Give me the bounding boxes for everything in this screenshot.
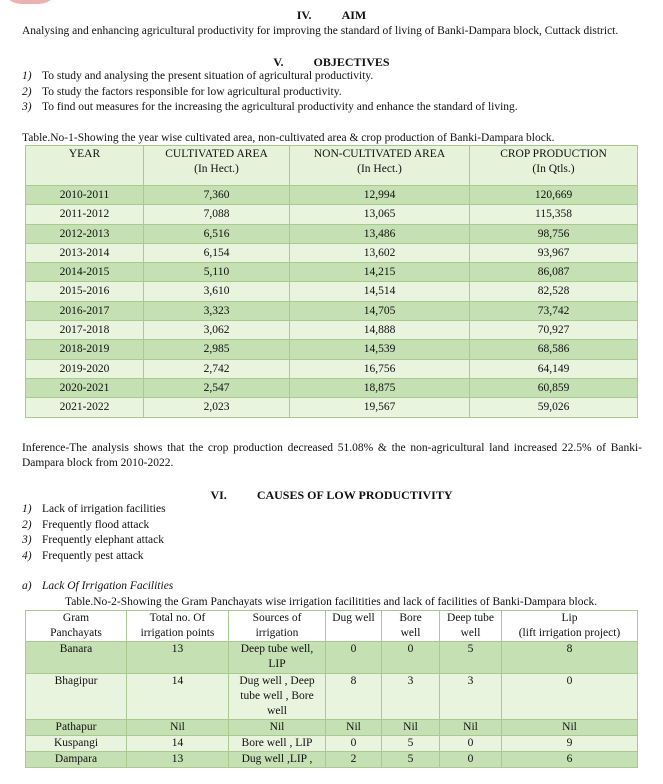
- table-row: [26, 186, 638, 205]
- table-cell: 2014-2015: [26, 263, 144, 282]
- causes-title: CAUSES OF LOW PRODUCTIVITY: [256, 488, 453, 502]
- table1-header: YEAR: [26, 146, 144, 186]
- table2-header: Deep tube well: [440, 611, 502, 642]
- table-cell: 0: [382, 642, 440, 674]
- table-cell: 2016-2017: [26, 301, 144, 320]
- table-cell: 93,967: [470, 243, 638, 262]
- table-row: [26, 205, 638, 224]
- table-row: [26, 282, 638, 301]
- table-cell: Bore well , LIP: [229, 736, 326, 752]
- table-cell: 5: [382, 736, 440, 752]
- table-cell: 18,875: [290, 378, 470, 397]
- table2-header: Gram Panchayats: [26, 611, 127, 642]
- table2-caption: Table.No-2-Showing the Gram Panchayats wise irrigation facilitities and lack of facilities of Banki-Dampara block.: [65, 596, 598, 608]
- table-cell: 7,088: [144, 205, 290, 224]
- table-cell: 13: [127, 752, 229, 768]
- table-cell: 13,602: [290, 243, 470, 262]
- table2: [25, 610, 638, 768]
- table-cell: 12,994: [290, 186, 470, 205]
- causes-heading: [0, 488, 663, 503]
- table2-header: Dug well: [326, 611, 382, 642]
- table-cell: 19,567: [290, 398, 470, 417]
- table2-header: Total no. Of irrigation points: [127, 611, 229, 642]
- list-marker: 3): [22, 101, 32, 113]
- list-item: [22, 549, 652, 565]
- table-cell: 2020-2021: [26, 378, 144, 397]
- table-cell: 98,756: [470, 224, 638, 243]
- table-cell: 2012-2013: [26, 224, 144, 243]
- table-cell: 2011-2012: [26, 205, 144, 224]
- table-cell: 6,516: [144, 224, 290, 243]
- table-cell: Deep tube well, LIP: [229, 642, 326, 674]
- table-cell: 16,756: [290, 359, 470, 378]
- causes-number: VI.: [210, 488, 227, 502]
- table-cell: 64,149: [470, 359, 638, 378]
- list-item: [22, 502, 652, 518]
- table-cell: 68,586: [470, 340, 638, 359]
- objectives-title: OBJECTIVES: [313, 55, 390, 69]
- table-cell: 3: [440, 674, 502, 720]
- table-cell: Kuspangi: [26, 736, 127, 752]
- table-cell: 6,154: [144, 243, 290, 262]
- table2-header: Sources of irrigation: [229, 611, 326, 642]
- table-cell: 0: [440, 736, 502, 752]
- causes-list: [22, 502, 652, 564]
- table-row: [26, 378, 638, 397]
- table-row: [26, 752, 638, 768]
- table-cell: 3,062: [144, 321, 290, 340]
- table-cell: 115,358: [470, 205, 638, 224]
- table1-header: NON-CULTIVATED AREA (In Hect.): [290, 146, 470, 186]
- table-row: [26, 359, 638, 378]
- list-marker: 1): [22, 70, 32, 82]
- logo-fragment: [0, 0, 60, 4]
- table-cell: Nil: [382, 720, 440, 736]
- table-row: [26, 736, 638, 752]
- list-item: [22, 85, 652, 101]
- table-cell: 2,985: [144, 340, 290, 359]
- table-cell: 3,610: [144, 282, 290, 301]
- table-row: [26, 720, 638, 736]
- table-cell: 2015-2016: [26, 282, 144, 301]
- table-cell: Bhagipur: [26, 674, 127, 720]
- table-cell: 14,215: [290, 263, 470, 282]
- table1-header: CROP PRODUCTION (In Qtls.): [470, 146, 638, 186]
- table-cell: 13,065: [290, 205, 470, 224]
- table-cell: 0: [326, 642, 382, 674]
- table-cell: 14: [127, 674, 229, 720]
- list-item-text: To study the factors responsible for low agricultural productivity.: [42, 85, 342, 98]
- table-cell: 0: [502, 674, 638, 720]
- aim-number: IV.: [296, 8, 312, 22]
- table-cell: 2018-2019: [26, 340, 144, 359]
- table-cell: 5,110: [144, 263, 290, 282]
- table-cell: 13,486: [290, 224, 470, 243]
- table1-header-row: [26, 146, 638, 186]
- table2-header: Lip (lift irrigation project): [502, 611, 638, 642]
- table-cell: 86,087: [470, 263, 638, 282]
- table-row: [26, 642, 638, 674]
- table-cell: 2,023: [144, 398, 290, 417]
- list-marker: 2): [22, 518, 32, 531]
- list-item: [22, 69, 652, 85]
- objectives-number: V.: [273, 55, 284, 69]
- list-marker: 3): [22, 534, 32, 546]
- list-item-text: Frequently flood attack: [42, 518, 150, 531]
- table-cell: 2017-2018: [26, 321, 144, 340]
- list-item: [22, 100, 652, 116]
- table-cell: 3: [382, 674, 440, 720]
- table-cell: Dug well ,LIP ,: [229, 752, 326, 768]
- table-cell: 14,888: [290, 321, 470, 340]
- table-cell: 5: [382, 752, 440, 768]
- table-cell: 59,026: [470, 398, 638, 417]
- table-row: [26, 340, 638, 359]
- table-cell: 2021-2022: [26, 398, 144, 417]
- list-item-text: To study and analysing the present situation of agricultural productivity.: [42, 70, 374, 82]
- table-cell: 14,539: [290, 340, 470, 359]
- table-cell: 14,514: [290, 282, 470, 301]
- aim-text: Analysing and enhancing agricultural productivity for improving the standard of living of Banki-Dampara block, Cuttack district.: [22, 25, 619, 37]
- table-cell: 120,669: [470, 186, 638, 205]
- list-item: [22, 533, 652, 549]
- list-item-text: To find out measures for the increasing the agricultural productivity and enhance the standard of living.: [42, 101, 518, 113]
- table-cell: 0: [440, 752, 502, 768]
- list-marker: 4): [22, 549, 32, 562]
- table-row: [26, 321, 638, 340]
- inference-text: Inference-The analysis shows that the crop production decreased 51.08% & the non-agricultural land increased 22.5% of Banki-Dampara block from 2010-2022.: [22, 442, 642, 469]
- table-cell: 70,927: [470, 321, 638, 340]
- table-cell: 9: [502, 736, 638, 752]
- table-cell: 8: [326, 674, 382, 720]
- table-cell: Dug well , Deep tube well , Bore well: [229, 674, 326, 720]
- list-marker: 1): [22, 503, 32, 515]
- table-cell: Pathapur: [26, 720, 127, 736]
- table-cell: 60,859: [470, 378, 638, 397]
- table-cell: 2019-2020: [26, 359, 144, 378]
- table-cell: 82,528: [470, 282, 638, 301]
- table-row: [26, 224, 638, 243]
- table2-header: Bore well: [382, 611, 440, 642]
- table-cell: 6: [502, 752, 638, 768]
- objectives-heading: [0, 55, 663, 70]
- table-cell: 2,547: [144, 378, 290, 397]
- table-cell: Dampara: [26, 752, 127, 768]
- aim-heading: [0, 8, 663, 23]
- table1: [25, 145, 638, 418]
- list-item-text: Frequently pest attack: [42, 549, 144, 562]
- table-cell: 2010-2011: [26, 186, 144, 205]
- table-cell: 14: [127, 736, 229, 752]
- table-cell: Nil: [440, 720, 502, 736]
- table-row: [26, 243, 638, 262]
- table-cell: 5: [440, 642, 502, 674]
- table2-header-row: [26, 611, 638, 642]
- table-cell: 14,705: [290, 301, 470, 320]
- table-cell: 7,360: [144, 186, 290, 205]
- table-cell: 0: [326, 736, 382, 752]
- table1-caption: Table.No-1-Showing the year wise cultivated area, non-cultivated area & crop production of Banki-Dampara block.: [22, 132, 555, 144]
- table-cell: 73,742: [470, 301, 638, 320]
- objectives-list: [22, 69, 652, 116]
- table-cell: Nil: [326, 720, 382, 736]
- table-row: [26, 674, 638, 720]
- table-cell: 2,742: [144, 359, 290, 378]
- table-row: [26, 301, 638, 320]
- aim-title: AIM: [341, 8, 367, 22]
- list-item-text: Lack of irrigation facilities: [42, 503, 166, 515]
- list-marker: 2): [22, 85, 32, 98]
- table-cell: Nil: [502, 720, 638, 736]
- table-cell: 3,323: [144, 301, 290, 320]
- table-cell: 8: [502, 642, 638, 674]
- table-row: [26, 398, 638, 417]
- table-cell: Banara: [26, 642, 127, 674]
- table-cell: 2: [326, 752, 382, 768]
- list-item-text: Frequently elephant attack: [42, 534, 164, 546]
- table-cell: Nil: [127, 720, 229, 736]
- table-cell: 13: [127, 642, 229, 674]
- subsection-heading: a) Lack Of Irrigation Facilities: [22, 580, 174, 592]
- table1-header: CULTIVATED AREA (In Hect.): [144, 146, 290, 186]
- table-row: [26, 263, 638, 282]
- list-item: [22, 518, 652, 534]
- table-cell: Nil: [229, 720, 326, 736]
- table-cell: 2013-2014: [26, 243, 144, 262]
